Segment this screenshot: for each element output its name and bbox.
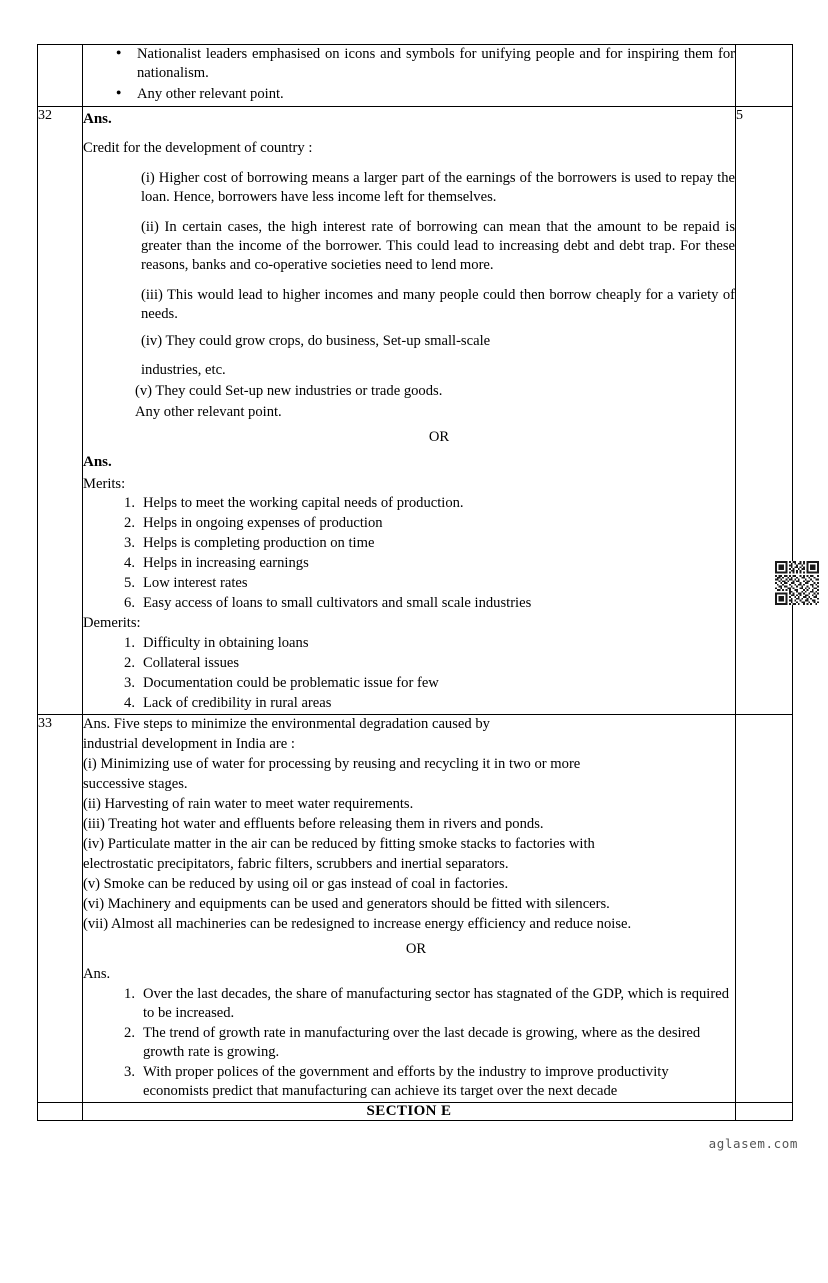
section-qno-cell <box>38 1102 83 1120</box>
answer-point: (i) Higher cost of borrowing means a larger part of the earnings of the borrowers is used to repay the loan. Hence, borrowers have less income left for themselves. <box>141 170 735 206</box>
list-item: Helps is completing production on time <box>143 535 375 552</box>
answer-line: (vi) Machinery and equipments can be used and generators should be fitted with silencers. <box>83 895 610 912</box>
answer-lead-text: Credit for the development of country : <box>83 140 313 157</box>
list-item: Lack of credibility in rural areas <box>143 695 332 712</box>
corner-watermark: aglasem.com <box>708 1136 798 1151</box>
answer-line: (vii) Almost all machineries can be redesigned to increase energy efficiency and reduce noise. <box>83 915 632 932</box>
answer-line: (iv) Particulate matter in the air can be reduced by fitting smoke stacks to factories with <box>83 835 595 852</box>
answer-line: electrostatic precipitators, fabric filters, scrubbers and inertial separators. <box>83 855 509 872</box>
list-item: Easy access of loans to small cultivators and small scale industries <box>143 595 532 612</box>
list-item: Over the last decades, the share of manufacturing sector has stagnated of the GDP, which is required to be increased. <box>143 985 729 1021</box>
list-item: Documentation could be problematic issue for few <box>143 675 439 692</box>
list-item: Helps in ongoing expenses of production <box>143 515 383 532</box>
section-marks-cell <box>736 1102 793 1120</box>
answer-point: industries, etc. <box>141 362 226 379</box>
answer-line: (ii) Harvesting of rain water to meet water requirements. <box>83 796 414 812</box>
qr-code-icon <box>775 561 819 605</box>
answer-point: Any other relevant point. <box>135 404 282 421</box>
list-item: Difficulty in obtaining loans <box>143 635 309 652</box>
answer-label-alternate: Ans. <box>83 965 111 982</box>
bullet-list <box>83 45 735 104</box>
question-number-cell: 32 <box>38 106 83 714</box>
answer-label-alternate: Ans. <box>83 454 112 470</box>
answer-body-cell <box>83 715 736 1102</box>
merits-heading: Merits: <box>83 475 126 492</box>
table-row <box>38 106 793 714</box>
answer-line: Ans. Five steps to minimize the environmental degradation caused by <box>83 716 490 733</box>
list-item: Low interest rates <box>143 575 248 592</box>
list-item: Helps to meet the working capital needs of production. <box>143 495 464 512</box>
answer-body-cell <box>83 45 736 107</box>
marks-cell <box>736 45 793 107</box>
or-separator: OR <box>428 429 450 446</box>
answer-point: (v) They could Set-up new industries or trade goods. <box>135 383 443 400</box>
or-separator: OR <box>405 940 427 957</box>
list-item: ● Any other relevant point. <box>83 85 735 104</box>
list-item: With proper polices of the government and efforts by the industry to improve productivity economists predict that manufacturing can achieve its target over the next decade <box>143 1063 669 1099</box>
demerits-heading: Demerits: <box>83 615 141 632</box>
answer-line: industrial development in India are : <box>83 736 295 753</box>
answer-table <box>37 44 793 1121</box>
answer-label: Ans. <box>83 110 112 127</box>
table-row <box>38 715 793 1102</box>
table-row-section-header <box>38 1102 793 1120</box>
merits-list <box>83 494 735 613</box>
section-title: SECTION E <box>83 1102 736 1120</box>
answer-line: successive stages. <box>83 776 188 793</box>
list-item: Collateral issues <box>143 655 240 672</box>
answer-line: (v) Smoke can be reduced by using oil or gas instead of coal in factories. <box>83 875 509 892</box>
side-watermark <box>0 1129 4 1283</box>
list-item: ● Nationalist leaders emphasised on icons and symbols for unifying people and for inspiring them for nationalism. <box>83 45 735 83</box>
marks-cell <box>736 715 793 1102</box>
table-row <box>38 45 793 107</box>
answer-line: (i) Minimizing use of water for processing by reusing and recycling it in two or more <box>83 756 581 773</box>
answer-point: (iv) They could grow crops, do business, Set-up small-scale <box>141 333 491 350</box>
answer-line: (iii) Treating hot water and effluents before releasing them in rivers and ponds. <box>83 815 544 832</box>
answer-numbered-list <box>83 985 735 1101</box>
question-number-cell: 33 <box>38 715 83 1102</box>
answer-body-cell <box>83 106 736 714</box>
answer-point: (ii) In certain cases, the high interest rate of borrowing can mean that the amount to be repaid is greater than the income of the borrower. This could lead to increasing debt and debt trap. For these reasons, banks and co-operative societies need to lend more. <box>141 219 735 274</box>
list-item: Helps in increasing earnings <box>143 555 309 572</box>
marks-cell: 5 <box>736 106 793 714</box>
list-item: The trend of growth rate in manufacturing over the last decade is growing, where as the desired growth rate is growing. <box>143 1024 701 1060</box>
demerits-list <box>83 634 735 713</box>
question-number-cell <box>38 45 83 107</box>
answer-point: (iii) This would lead to higher incomes and many people could then borrow cheaply for a variety of needs. <box>141 287 735 323</box>
